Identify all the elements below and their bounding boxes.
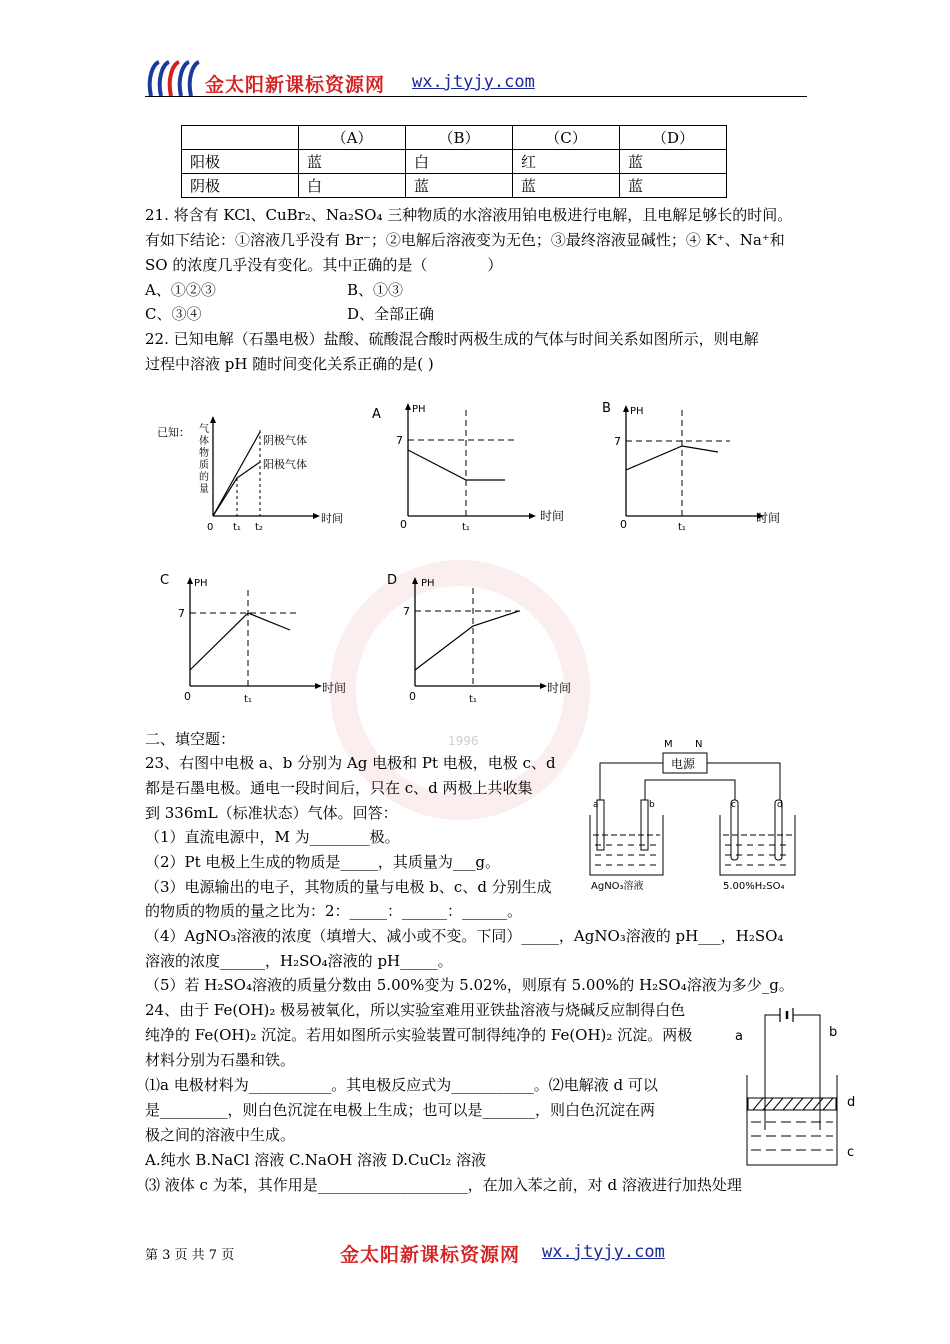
origin-label: 0 [207,522,214,533]
q24-line: 24、由于 Fe(OH)₂ 极易被氧化，所以实验室难用亚铁盐溶液与烧碱反应制得白色 [145,1001,686,1019]
ph-graph-d [385,570,595,705]
table-cell: 阳极 [182,150,299,174]
ph-label: PH [421,578,435,589]
q23-line: （1）直流电源中，M 为________极。 [145,828,400,846]
q21-line: 有如下结论：①溶液几乎没有 Br⁻；②电解后溶液变为无色；③最终溶液显碱性；④ K⁺、Na⁺和 [145,231,785,249]
wire [707,763,780,800]
electrolysis-apparatus-figure [585,735,810,895]
q24-line: 纯净的 Fe(OH)₂ 沉淀。若用如图所示实验装置可制得纯净的 Fe(OH)₂ 沉淀。两极 [145,1026,693,1044]
anode-line [213,462,260,516]
q24-line: 是_________，则白色沉淀在电极上生成；也可以是_______，则白色沉淀在两 [145,1101,656,1119]
q22-line: 22. 已知电解（石墨电极）盐酸、硫酸混合酸时两极生成的气体与时间关系如图所示，则电解 [145,330,759,348]
gas-axis-char: 体 [199,436,209,447]
q23-line: 到 336mL（标准状态）气体。回答： [145,804,398,822]
ph-graph-a [370,398,580,533]
q23-line: （4）AgNO₃溶液的浓度（填增大、减小或不变。下同）_____，AgNO₃溶液的 pH___，H₂SO₄ [145,927,784,945]
q24-line: 材料分别为石墨和铁。 [145,1051,296,1069]
table-cell: 蓝 [620,174,727,198]
q24-line: 极之间的溶液中生成。 [145,1126,296,1144]
agno3-label: AgNO₃溶液 [591,881,644,892]
origin-label: 0 [409,690,416,703]
t2-label: t₂ [255,522,263,533]
graph-b-letter: B [602,401,611,416]
time-label: 时间 [322,681,347,695]
time-label: 时间 [321,512,343,525]
q21-choice-a: A、①②③ [145,281,216,299]
liquid-d-label: d [847,1095,856,1110]
q24-line: ⑶ 液体 c 为苯，其作用是____________________，在加入苯之前，对 d 溶液进行加热处理 [145,1176,742,1194]
q21-line: SO 的浓度几乎没有变化。其中正确的是（ ） [145,256,503,274]
h2so4-label: 5.00%H₂SO₄ [723,881,785,892]
t1-label: t₁ [233,522,241,533]
origin-label: 0 [620,518,627,531]
page-number: 第 3 页 共 7 页 [145,1248,235,1263]
electrode-c-label: c [731,800,736,810]
origin-label: 0 [400,518,407,531]
ph-curve [415,611,519,670]
gas-axis-char: 的 [199,472,209,483]
options-table [181,125,727,198]
gas-axis-char: 气 [199,424,209,435]
graph-a-letter: A [372,407,381,422]
graph-c-letter: C [160,573,170,588]
wire [765,1015,780,1130]
y-arrow [187,577,193,584]
ph7-label: 7 [614,435,621,448]
table-cell: 蓝 [299,150,406,174]
table-row [182,150,727,174]
electrode-a-label: a [735,1029,743,1044]
t1-label: t₁ [469,694,477,705]
table-row [182,126,727,150]
wire [600,763,663,800]
footer-brand: 金太阳新课标资源网 [340,1244,521,1266]
x-arrow [529,513,536,519]
ph-label: PH [194,578,208,589]
ph-curve [190,613,290,670]
header-url[interactable]: wx.jtyjy.com [412,72,535,92]
x-arrow [315,683,322,689]
ph-label: PH [412,404,426,415]
ph7-label: 7 [403,605,410,618]
ph7-label: 7 [178,607,185,620]
q23-line: （3）电源输出的电子，其物质的量与电极 b、c、d 分别生成 [145,878,552,896]
beaker [747,1075,837,1165]
q23-line: （2）Pt 电极上生成的物质是_____，其质量为___g。 [145,853,501,871]
wire [645,780,735,800]
anode-gas-label: 阳极气体 [263,458,307,471]
q21-choice-c: C、③④ [145,305,202,323]
q22-line: 过程中溶液 pH 随时间变化关系正确的是( ) [145,355,434,373]
y-arrow [210,416,216,423]
table-cell: 阴极 [182,174,299,198]
q21-choice-b: B、①③ [347,281,404,299]
gas-axis-char: 物 [199,448,209,459]
table-cell: 蓝 [513,174,620,198]
power-source-label: 电源 [671,757,696,771]
origin-label: 0 [184,690,191,703]
table-cell: （D） [620,126,727,150]
table-cell: 红 [513,150,620,174]
q23-line: 23、右图中电极 a、b 分别为 Ag 电极和 Pt 电极，电极 c、d [145,754,556,772]
q24-line: ⑴a 电极材料为___________。其电极反应式为___________。⑵电解液 d 可以 [145,1076,658,1094]
table-cell: 白 [299,174,406,198]
ph7-label: 7 [396,434,403,447]
table-cell: （B） [406,126,513,150]
q23-line: 的物质的物质的量之比为：2：_____：______：______。 [145,902,523,920]
gas-axis-char: 质 [199,460,209,471]
n-label: N [695,739,703,750]
known-gas-graph [155,410,355,535]
known-label: 已知： [157,426,190,439]
gas-axis-char: 量 [199,484,209,495]
header-rule [145,96,807,97]
liquid-c-label: c [847,1145,855,1160]
fe-oh2-apparatus-figure [725,1000,865,1170]
table-cell: （A） [299,126,406,150]
table-cell: 蓝 [620,150,727,174]
time-label: 时间 [547,681,572,695]
ph-graph-b [600,398,810,533]
watermark-year: 1996 [448,734,479,748]
cathode-gas-label: 阴极气体 [263,434,307,447]
ph-label: PH [630,406,644,417]
t1-label: t₁ [244,694,252,705]
solution-d [751,1122,833,1150]
m-label: M [664,739,673,750]
q21-choice-d: D、全部正确 [347,305,435,323]
ph-graph-c [158,570,368,705]
q23-line: （5）若 H₂SO₄溶液的质量分数由 5.00%变为 5.02%，则原有 5.00%的 H₂SO₄溶液为多少_g。 [145,976,794,994]
y-arrow [412,577,418,584]
ph-curve [626,446,718,470]
x-arrow [313,513,320,519]
electrode-b-label: b [829,1025,838,1040]
x-arrow [540,683,547,689]
electrode-b [641,800,648,850]
electrode-a-label: a [593,800,599,810]
t1-label: t₁ [462,522,470,533]
q24-choices: A.纯水 B.NaCl 溶液 C.NaOH 溶液 D.CuCl₂ 溶液 [145,1151,487,1169]
electrode-d-label: d [777,800,783,810]
q21-line: 21. 将含有 KCl、CuBr₂、Na₂SO₄ 三种物质的水溶液用铂电极进行电解，且电解足够长的时间。 [145,206,793,224]
brand-logo [145,58,203,100]
graph-d-letter: D [387,573,398,588]
table-cell: 蓝 [406,174,513,198]
header-brand: 金太阳新课标资源网 [205,74,386,96]
q23-line: 都是石墨电极。通电一段时间后，只在 c、d 两极上共收集 [145,779,533,797]
table-row [182,174,727,198]
table-cell: 白 [406,150,513,174]
table-cell: （C） [513,126,620,150]
time-label: 时间 [756,511,781,525]
wire [800,1015,820,1130]
table-cell [182,126,299,150]
t1-label: t₁ [678,522,686,533]
q23-line: 溶液的浓度______，H₂SO₄溶液的 pH_____。 [145,952,453,970]
time-label: 时间 [540,509,565,523]
y-arrow [405,403,411,410]
y-arrow [623,405,629,412]
section-title: 二、填空题： [145,730,236,748]
footer-url[interactable]: wx.jtyjy.com [542,1242,665,1262]
electrode-b-label: b [649,800,655,810]
ph-curve [408,450,505,480]
